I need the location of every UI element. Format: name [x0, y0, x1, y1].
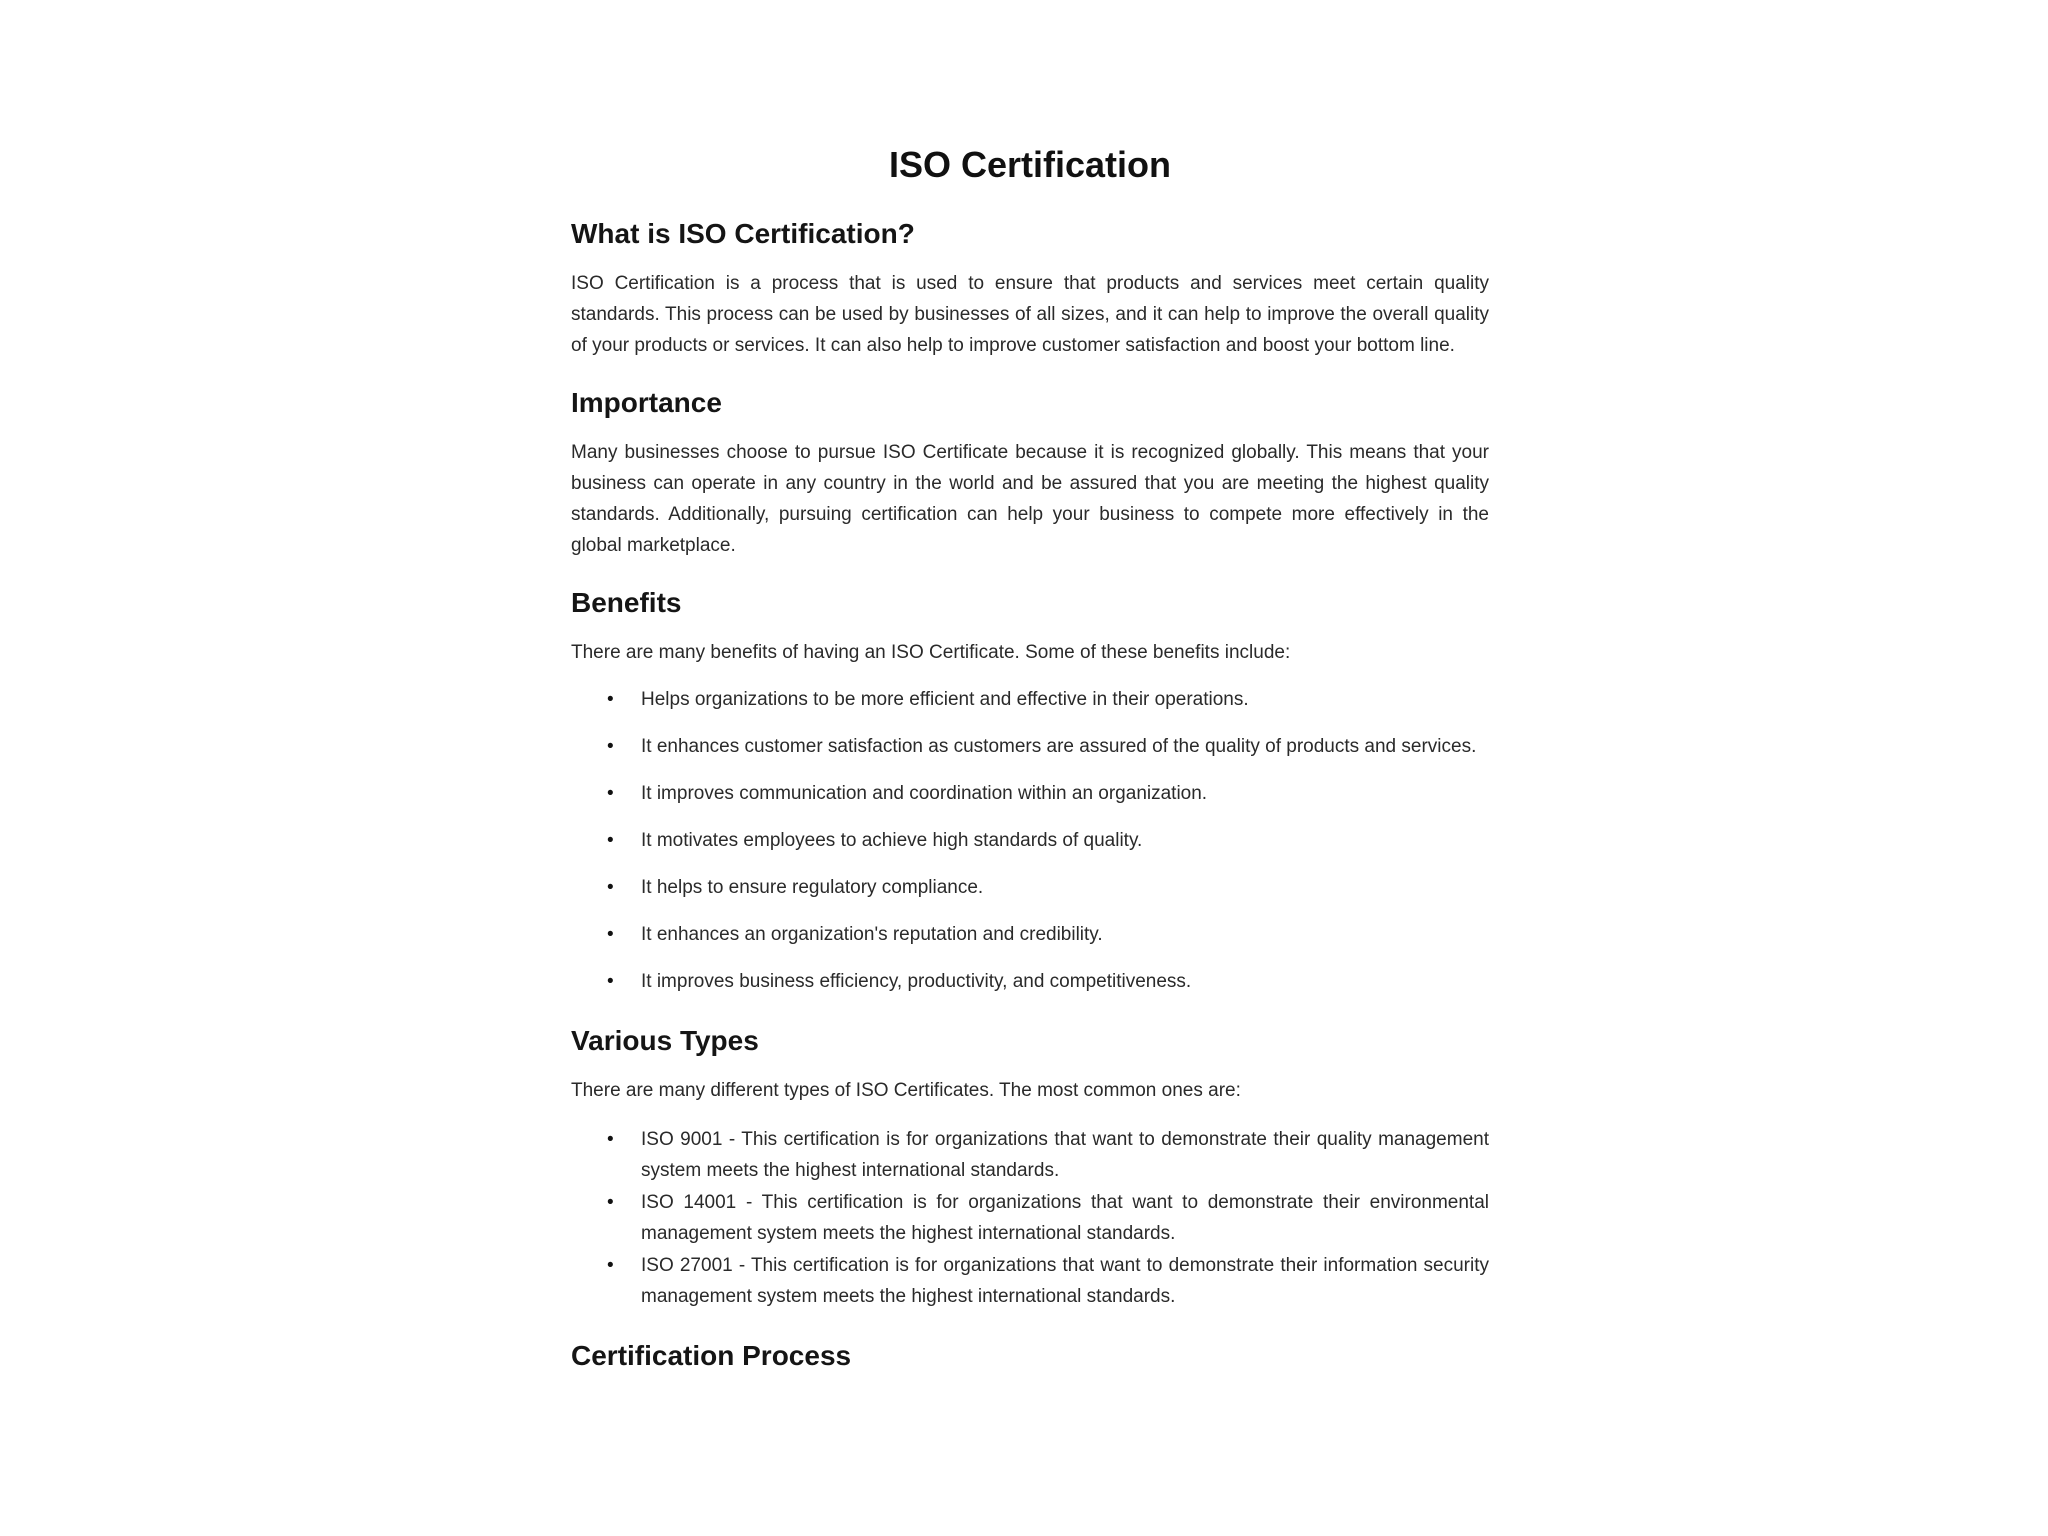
list-item: [571, 825, 1489, 856]
bullet-icon: •: [607, 877, 614, 898]
section-benefits: [571, 585, 1489, 997]
section-body-what-is: ISO Certification is a process that is used to ensure that products and services meet certain quality standards. This process can be used by businesses of all sizes, and it can help to improve the overall quality of your products or services. It can also help to improve customer satisfaction and boost your bottom line.: [571, 273, 1489, 356]
bullet-icon: •: [607, 736, 614, 757]
list-item-text: It helps to ensure regulatory compliance.: [641, 877, 984, 898]
list-item-text: It improves communication and coordination within an organization.: [641, 783, 1208, 804]
list-item-text: ISO 14001 - This certification is for organizations that want to demonstrate their environmental management system meets the highest international standards.: [641, 1192, 1489, 1244]
bullet-icon: •: [607, 1129, 614, 1150]
bullet-icon: •: [607, 830, 614, 851]
list-item: [571, 778, 1489, 809]
bullet-icon: •: [607, 1192, 614, 1213]
list-item-text: It motivates employees to achieve high standards of quality.: [641, 830, 1143, 851]
section-heading-types: Various Types: [571, 1025, 759, 1056]
section-process: [571, 1338, 1489, 1374]
bullet-icon: •: [607, 783, 614, 804]
section-heading-importance: Importance: [571, 387, 722, 418]
list-item-text: ISO 9001 - This certification is for organizations that want to demonstrate their quality management system meets the highest international standards.: [641, 1129, 1489, 1181]
list-item: [571, 872, 1489, 903]
section-heading-what-is: What is ISO Certification?: [571, 218, 915, 249]
list-item-text: It improves business efficiency, productivity, and competitiveness.: [641, 971, 1192, 992]
bullet-icon: •: [607, 971, 614, 992]
list-item: [571, 1187, 1489, 1249]
section-what-is: [571, 216, 1489, 361]
section-body-importance: Many businesses choose to pursue ISO Certificate because it is recognized globally. This means that your business can operate in any country in the world and be assured that you are meeting the highest quality standards. Additionally, pursuing certification can help your business to compete more effectively in the global marketplace.: [571, 442, 1489, 556]
section-types: [571, 1023, 1489, 1312]
bullet-icon: •: [607, 924, 614, 945]
list-item: [571, 731, 1489, 762]
section-heading-benefits: Benefits: [571, 587, 682, 618]
bullet-icon: •: [607, 1255, 614, 1276]
list-item-text: Helps organizations to be more efficient and effective in their operations.: [641, 689, 1249, 710]
list-item-text: It enhances an organization's reputation and credibility.: [641, 924, 1103, 945]
list-item: [571, 684, 1489, 715]
section-intro-benefits: There are many benefits of having an ISO Certificate. Some of these benefits include:: [571, 642, 1291, 663]
list-item-text: It enhances customer satisfaction as customers are assured of the quality of products and services.: [641, 736, 1477, 757]
types-list: [571, 1124, 1489, 1312]
document-title: ISO Certification: [888, 144, 1172, 185]
list-item: [571, 1124, 1489, 1186]
section-heading-process: Certification Process: [571, 1340, 852, 1371]
bullet-icon: •: [607, 689, 614, 710]
list-item: [571, 966, 1489, 997]
list-item-text: ISO 27001 - This certification is for organizations that want to demonstrate their information security management system meets the highest international standards.: [641, 1255, 1489, 1307]
benefits-list: [571, 684, 1489, 997]
document-page: [571, 140, 1489, 1390]
section-importance: [571, 385, 1489, 561]
section-intro-types: There are many different types of ISO Certificates. The most common ones are:: [571, 1080, 1241, 1101]
list-item: [571, 919, 1489, 950]
list-item: [571, 1250, 1489, 1312]
